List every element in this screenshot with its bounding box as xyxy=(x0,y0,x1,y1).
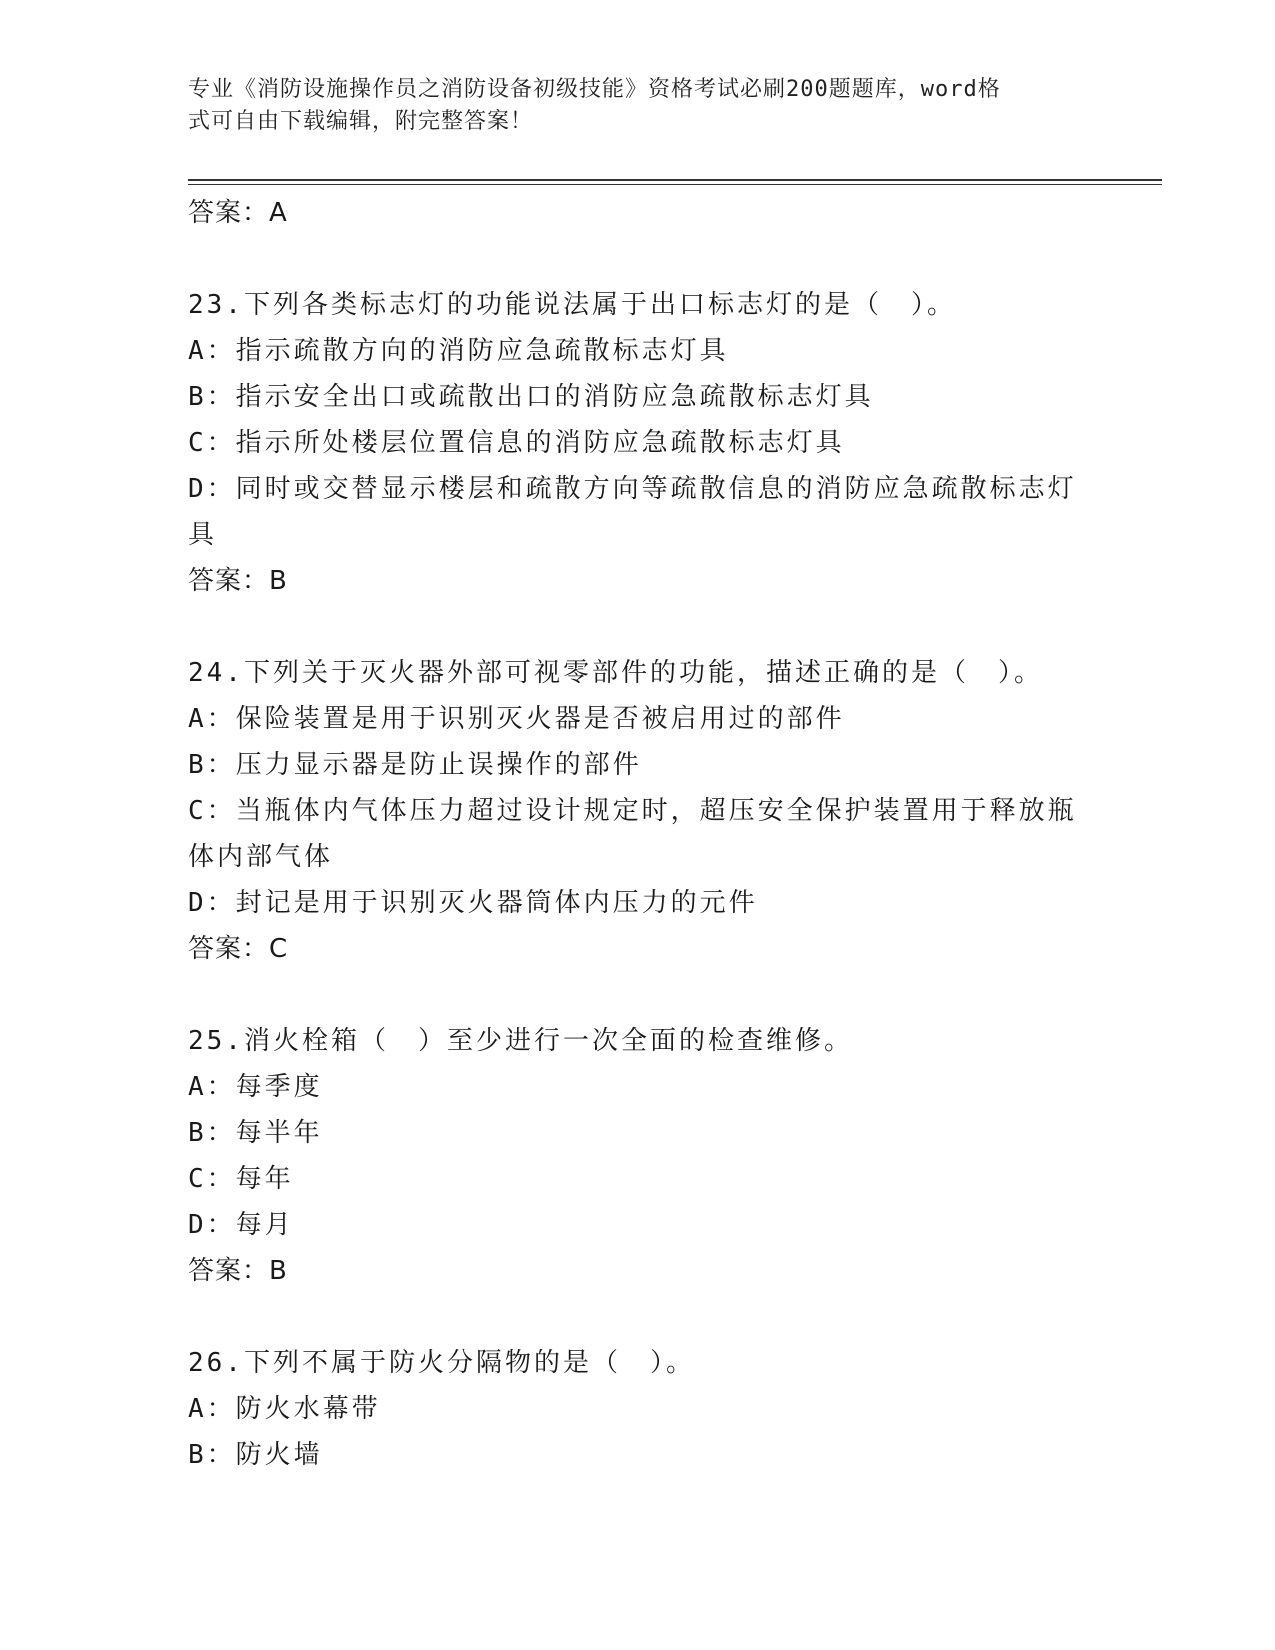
option-b: B：指示安全出口或疏散出口的消防应急疏散标志灯具 xyxy=(188,382,874,412)
question-23 xyxy=(188,282,1088,604)
option-d: D：每月 xyxy=(188,1210,294,1240)
option-a: A：防火水幕带 xyxy=(188,1394,381,1424)
spacer xyxy=(188,972,1088,1018)
answer-22: 答案：A xyxy=(188,198,288,228)
question-stem: 25.消火栓箱（ ）至少进行一次全面的检查维修。 xyxy=(188,1026,853,1056)
option-b: B：防火墙 xyxy=(188,1440,323,1470)
header-rule-thin xyxy=(188,184,1162,185)
question-content xyxy=(188,190,1088,1478)
question-stem: 24.下列关于灭火器外部可视零部件的功能，描述正确的是（ ）。 xyxy=(188,658,1043,688)
option-c: C：指示所处楼层位置信息的消防应急疏散标志灯具 xyxy=(188,428,845,458)
option-d: D：封记是用于识别灭火器筒体内压力的元件 xyxy=(188,888,758,918)
spacer xyxy=(188,1294,1088,1340)
header-line-2: 式可自由下载编辑，附完整答案！ xyxy=(188,109,534,134)
answer-23: 答案：B xyxy=(188,566,288,596)
option-b: B：压力显示器是防止误操作的部件 xyxy=(188,750,642,780)
option-d: D：同时或交替显示楼层和疏散方向等疏散信息的消防应急疏散标志灯 xyxy=(188,474,1077,504)
question-stem: 23.下列各类标志灯的功能说法属于出口标志灯的是（ ）。 xyxy=(188,290,956,320)
spacer xyxy=(188,604,1088,650)
question-24 xyxy=(188,650,1088,972)
option-a: A：保险装置是用于识别灭火器是否被启用过的部件 xyxy=(188,704,845,734)
option-a: A：指示疏散方向的消防应急疏散标志灯具 xyxy=(188,336,729,366)
header-rule-thick xyxy=(188,179,1162,181)
option-c: C：每年 xyxy=(188,1164,294,1194)
option-c-cont: 体内部气体 xyxy=(188,842,334,872)
question-26 xyxy=(188,1340,1088,1478)
option-b: B：每半年 xyxy=(188,1118,323,1148)
option-a: A：每季度 xyxy=(188,1072,323,1102)
question-stem: 26.下列不属于防火分隔物的是（ ）。 xyxy=(188,1348,695,1378)
answer-24: 答案：C xyxy=(188,934,289,964)
option-d-cont: 具 xyxy=(188,520,218,550)
document-header xyxy=(188,74,1088,138)
spacer xyxy=(188,236,1088,282)
header-line-1: 专业《消防设施操作员之消防设备初级技能》资格考试必刷200题题库，word格 xyxy=(188,77,1001,102)
answer-25: 答案：B xyxy=(188,1256,288,1286)
question-25 xyxy=(188,1018,1088,1294)
option-c: C：当瓶体内气体压力超过设计规定时，超压安全保护装置用于释放瓶 xyxy=(188,796,1077,826)
